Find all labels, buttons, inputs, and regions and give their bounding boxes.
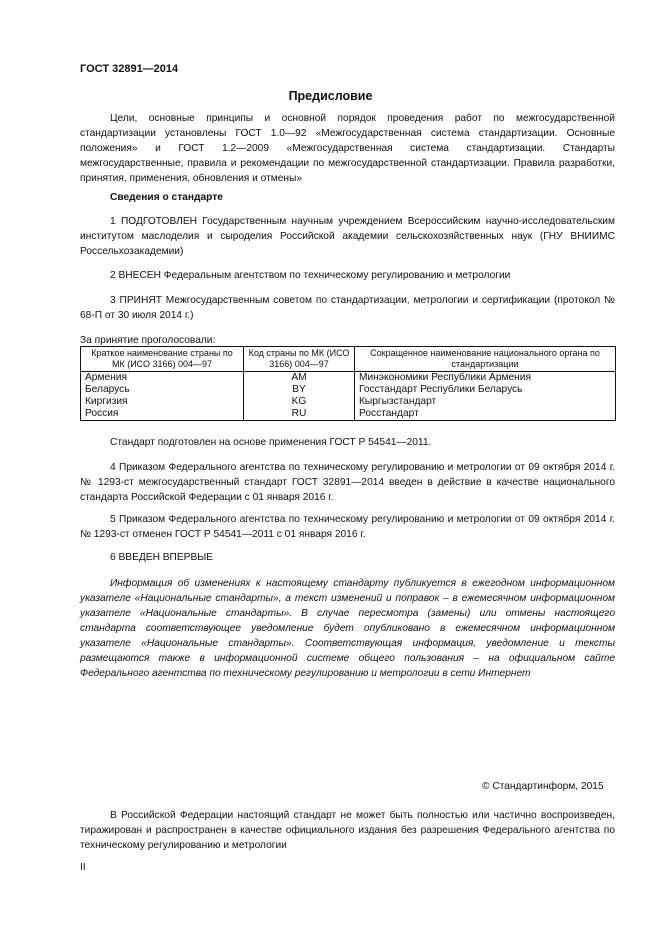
country-name: Беларусь (81, 384, 244, 396)
country-code: RU (244, 408, 355, 421)
table-row (81, 408, 616, 421)
item-introduced: 2 ВНЕСЕН Федеральным агентством по техническому регулированию и метрологии (110, 270, 511, 281)
vote-table (80, 346, 616, 421)
table-row (81, 384, 616, 396)
item-4: 4 Приказом Федерального агентства по техническому регулированию и метрологии от 09 октября 2014 г. № 1293-ст межгосударственный стандарт ГОСТ 32891—2014 введен в действие в качестве национального стандарта Российской Федерации с 01 января 2016 г. (80, 462, 615, 503)
info-paragraph: Информация об изменениях к настоящему стандарту публикуется в ежегодном информационном указателе «Национальные стандарты», а текст изменений и поправок – в ежемесячном информационном указателе «Национальные стандарты». В случае пересмотра (замены) или отмены настоящего стандарта соответствующее уведомление будет опубликовано в ежемесячном информационном указателе «Национальные стандарты». Соответствующая информация, уведомление и тексты размещаются также в информационной системе общего пользования – на официальном сайте Федерального агентства по техническому регулированию и метрологии в сети Интернет (80, 578, 615, 679)
header-national-body: Сокращенное наименование национального органа по стандартизации (355, 347, 616, 372)
country-name: Армения (81, 372, 244, 385)
country-code: KG (244, 396, 355, 408)
national-body: Кыргызстандарт (355, 396, 616, 408)
standard-info-heading: Сведения о стандарте (110, 192, 223, 203)
header-country-name: Краткое наименование страны по МК (ИСО 3166) 004—97 (81, 347, 244, 372)
country-name: Россия (81, 408, 244, 421)
country-name: Киргизия (81, 396, 244, 408)
table-row (81, 372, 616, 385)
vote-label: За принятие проголосовали: (80, 335, 216, 346)
national-body: Госстандарт Республики Беларусь (355, 384, 616, 396)
page-number: II (80, 862, 86, 873)
national-body: Росстандарт (355, 408, 616, 421)
header-country-code: Код страны по МК (ИСО 3166) 004—97 (244, 347, 355, 372)
basis-paragraph: Стандарт подготовлен на основе применения ГОСТ Р 54541—2011. (110, 437, 432, 448)
item-adopted: 3 ПРИНЯТ Межгосударственным советом по стандартизации, метрологии и сертификации (протокол № 68-П от 30 июля 2014 г.) (80, 295, 615, 321)
item-6: 6 ВВЕДЕН ВПЕРВЫЕ (110, 552, 214, 563)
document-code: ГОСТ 32891—2014 (80, 63, 179, 75)
rights-paragraph: В Российской Федерации настоящий стандарт не может быть полностью или частично воспроизведен, тиражирован и распространен в качестве официального издания без разрешения Федерального агентства по техническому регулированию и метрологии (80, 810, 615, 851)
country-code: BY (244, 384, 355, 396)
national-body: Минэкономики Республики Армения (355, 372, 616, 385)
page-title: Предисловие (288, 89, 373, 103)
intro-paragraph: Цели, основные принципы и основной порядок проведения работ по межгосударственной стандартизации установлены ГОСТ 1.0—92 «Межгосударственная система стандартизации. Основные положения» и ГОСТ 1.2—2009 «Межгосударственная система стандартизации. Стандарты межгосударственные, правила и рекомендации по межгосударственной стандартизации. Правила разработки, принятия, применения, обновления и отмены» (80, 113, 615, 184)
item-5: 5 Приказом Федерального агентства по техническому регулированию и метрологии от 09 октября 2014 г. № 1293-ст отменен ГОСТ Р 54541—2011 с 01 января 2016 г. (80, 514, 615, 540)
item-prepared: 1 ПОДГОТОВЛЕН Государственным научным учреждением Всероссийским научно-исследовательским институтом маслоделия и сыроделия Российской академии сельскохозяйственных наук (ГНУ ВНИИМС Россельхозакадемии) (80, 216, 615, 257)
vote-table-header (81, 347, 616, 372)
country-code: AM (244, 372, 355, 385)
table-row (81, 396, 616, 408)
copyright: © Стандартинформ, 2015 (482, 781, 604, 792)
